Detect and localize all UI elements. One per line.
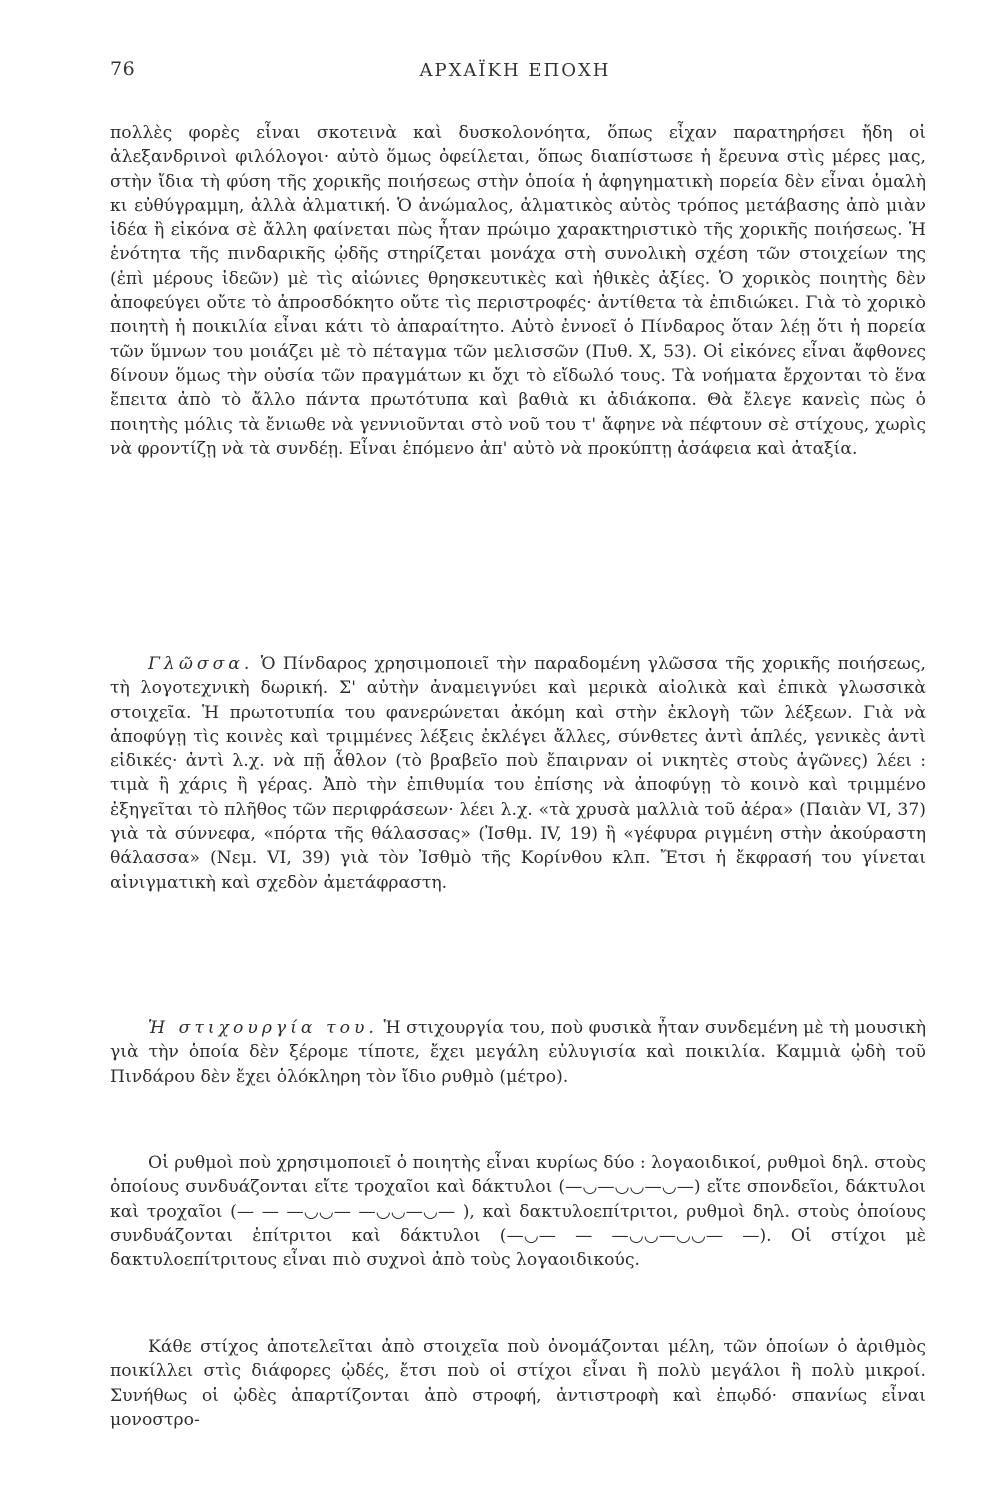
- paragraph-2-text: [110, 652, 926, 895]
- paragraph-1: [110, 121, 926, 461]
- paragraph-3-text: [110, 1016, 926, 1089]
- page-number: 76: [110, 58, 136, 80]
- paragraph-3: [110, 1016, 926, 1089]
- running-title: ΑΡΧΑΪΚΗ ΕΠΟΧΗ: [419, 60, 611, 81]
- paragraph-2: [110, 652, 926, 895]
- paragraph-2-body: Ὁ Πίνδαρος χρησιμοποιεῖ τὴν παραδομένη γλῶσσα τῆς χορικῆς ποιήσεως, τὴ λογοτεχνικὴ δωρική. Σ' αὐτὴν ἀναμειγνύει καὶ μερικὰ αἰολικὰ καὶ ἐπικὰ γλωσσικὰ στοιχεῖα. Ἡ πρωτοτυπία του φανερώνεται ἀκόμη καὶ στὴν ἐκλογὴ τῶν λέξεων. Γιὰ νὰ ἀποφύγῃ τὶς κοινὲς καὶ τριμμένες λέξεις ἐκλέγει ἄλλες, σύνθετες ἀντὶ ἁπλές, γενικὲς ἀντὶ εἰδικές· ἀντὶ λ.χ. νὰ πῇ ἆθλον (τὸ βραβεῖο ποὺ ἔπαιρναν οἱ νικητὲς στοὺς ἀγῶνες) λέει : τιμὰ ἢ χάρις ἢ γέρας. Ἀπὸ τὴν ἐπιθυμία του ἐπίσης νὰ ἀποφύγῃ τὸ κοινὸ καὶ τριμμένο ἐξηγεῖται τὸ πλῆθος τῶν περιφράσεων· λέει λ.χ. «τὰ χρυσὰ μαλλιὰ τοῦ ἀέρα» (Παιὰν VI, 37) γιὰ τὰ σύννεφα, «πόρτα τῆς θάλασσας» (Ἰσθμ. IV, 19) ἢ «γέφυρα ριγμένη στὴν ἀκούραστη θάλασσα» (Νεμ. VI, 39) γιὰ τὸν Ἰσθμὸ τῆς Κορίνθου κλπ. Ἔτσι ἡ ἔκφρασή του γίνεται αἰνιγματικὴ καὶ σχεδὸν ἀμετάφραστη.: [110, 654, 926, 893]
- paragraph-4: [110, 1151, 926, 1272]
- paragraph-4-text: Οἱ ρυθμοὶ ποὺ χρησιμοποιεῖ ὁ ποιητὴς εἶναι κυρίως δύο : λογαοιδικοί, ρυθμοὶ δηλ. στοὺς ὁποίους συνδυάζονται εἴτε τροχαῖοι καὶ δάκτυλοι (—◡—◡◡—◡—) εἴτε σπονδεῖοι, δάκτυλοι καὶ τροχαῖοι (— — —◡◡— —◡◡—◡— ), καὶ δακτυλοεπίτριτοι, ρυθμοὶ δηλ. στοὺς ὁποίους συνδυάζονται ἐπίτριτοι καὶ δάκτυλοι (—◡— — —◡◡—◡◡— —). Οἱ στίχοι μὲ δακτυλοεπίτριτους εἶναι πιὸ συχνοὶ ἀπὸ τοὺς λογαοιδικούς.: [110, 1153, 926, 1271]
- paragraph-1-text: πολλὲς φορὲς εἶναι σκοτεινὰ καὶ δυσκολονόητα, ὅπως εἶχαν παρατηρήσει ἤδη οἱ ἀλεξανδρινοὶ φιλόλογοι· αὐτὸ ὅμως ὀφείλεται, ὅπως διαπίστωσε ἡ ἔρευνα στὶς μέρες μας, στὴν ἴδια τὴ φύση τῆς χορικῆς ποιήσεως στὴν ὁποία ἡ ἀφηγηματικὴ πορεία δὲν εἶναι ὁμαλὴ κι εὐθύγραμμη, ἀλλὰ ἀλματική. Ὁ ἀνώμαλος, ἀλματικὸς αὐτὸς τρόπος μετάβασης ἀπὸ μιὰν ἰδέα ἢ εἰκόνα σὲ ἄλλη φαίνεται πὼς ἦταν πρώιμο χαρακτηριστικὸ τῆς χορικῆς ποιήσεως. Ἡ ἑνότητα τῆς πινδαρικῆς ᾠδῆς στηρίζεται μονάχα στὴ συνολικὴ σχέση τῶν στοιχείων της (ἐπὶ μέρους ἰδεῶν) μὲ τὶς αἰώνιες θρησκευτικὲς καὶ ἠθικὲς ἀξίες. Ὁ χορικὸς ποιητὴς δὲν ἀποφεύγει οὔτε τὸ ἀπροσδόκητο οὔτε τὶς περιστροφές· ἀντίθετα τὰ ἐπιδιώκει. Γιὰ τὸ χορικὸ ποιητὴ ἡ ποικιλία εἶναι κάτι τὸ ἀπαραίτητο. Αὐτὸ ἐννοεῖ ὁ Πίνδαρος ὅταν λέῃ ὅτι ἡ πορεία τῶν ὕμνων του μοιάζει μὲ τὸ πέταγμα τῶν μελισσῶν (Πυθ. Χ, 53). Οἱ εἰκόνες εἶναι ἄφθονες δίνουν ὅμως τὴν οὐσία τῶν πραγμάτων κι ὄχι τὸ εἴδωλό τους. Τὰ νοήματα ἔρχονται τὸ ἕνα ἔπειτα ἀπὸ τὸ ἄλλο πάντα πρωτότυπα καὶ βαθιὰ κι ἀδιάκοπα. Θὰ ἔλεγε κανεὶς πὼς ὁ ποιητὴς μόλις τὰ ἔνιωθε νὰ γεννιοῦνται στὸ νοῦ του τ' ἄφηνε νὰ πέφτουν σὲ στίχους, χωρὶς νὰ φροντίζῃ νὰ τὰ συνδέῃ. Εἶναι ἑπόμενο ἀπ' αὐτὸ νὰ προκύπτῃ ἀσάφεια καὶ ἀταξία.: [110, 123, 926, 459]
- paragraph-5: [110, 1335, 926, 1432]
- paragraph-3-body: Ἡ στιχουργία του, ποὺ φυσικὰ ἦταν συνδεμένη μὲ τὴ μουσικὴ γιὰ τὴν ὁποία δὲν ξέρομε τίποτε, ἔχει μεγάλη εὐλυγισία καὶ ποικιλία. Καμμιὰ ᾠδὴ τοῦ Πινδάρου δὲν ἔχει ὁλόκληρη τὸν ἴδιο ρυθμὸ (μέτρο).: [110, 1018, 926, 1087]
- section-heading-language: Γλῶσσα.: [148, 654, 254, 674]
- section-heading-versification: Ἡ στιχουργία του.: [148, 1018, 378, 1038]
- paragraph-5-text: Κάθε στίχος ἀποτελεῖται ἀπὸ στοιχεῖα ποὺ ὀνομάζονται μέλη, τῶν ὁποίων ὁ ἀριθμὸς ποικίλλει στὶς διάφορες ᾠδές, ἔτσι ποὺ οἱ στίχοι εἶναι ἢ πολὺ μεγάλοι ἢ πολὺ μικροί. Συνήθως οἱ ᾠδὲς ἀπαρτίζονται ἀπὸ στροφή, ἀντιστροφὴ καὶ ἐπῳδό· σπανίως εἶναι μονοστρο-: [110, 1337, 926, 1430]
